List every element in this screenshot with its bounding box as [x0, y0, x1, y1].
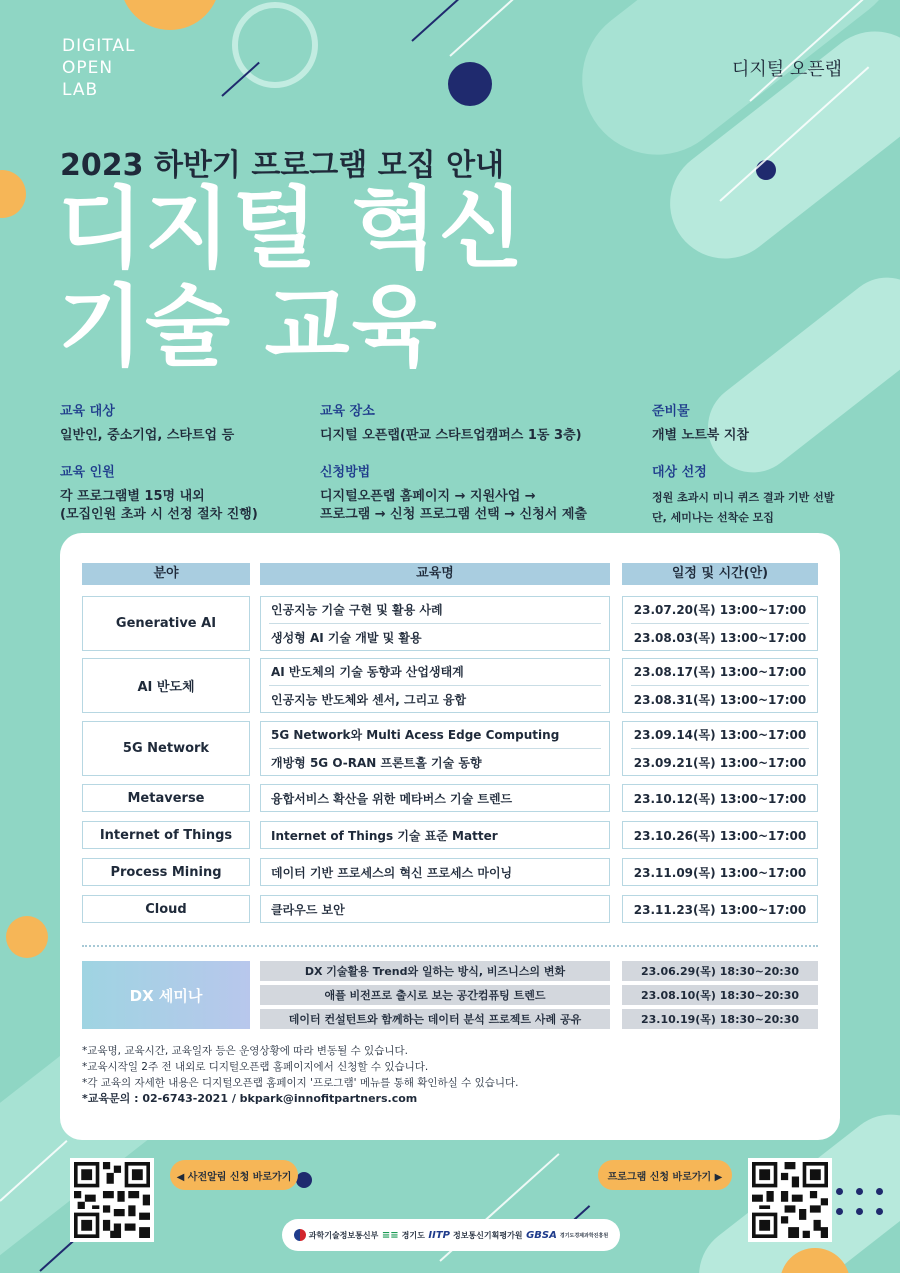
sponsor-logos — [282, 1219, 620, 1251]
note-line: *각 교육의 자세한 내용은 디지털오픈랩 홈페이지 '프로그램' 메뉴를 통해 확인하실 수 있습니다. — [82, 1077, 519, 1089]
info-label: 교육 대상 — [60, 404, 115, 419]
background-dot — [6, 916, 48, 958]
program-apply-button[interactable]: 프로그램 신청 바로가기 ▶ — [598, 1160, 732, 1190]
info-label: 교육 장소 — [320, 404, 375, 419]
gyeonggi-logo: ≡≡ 경기도 — [381, 1229, 425, 1241]
qr-code-program[interactable] — [748, 1158, 832, 1242]
schedule-card — [60, 533, 840, 1140]
course-date: 23.10.26(목) 13:00~17:00 — [633, 829, 807, 843]
background-shape — [690, 260, 900, 491]
background-line — [449, 0, 540, 57]
course-name: 생성형 AI 기술 개발 및 활용 — [271, 631, 422, 645]
table-row-courses — [260, 721, 610, 776]
dotted-divider — [82, 945, 818, 947]
government-emblem-icon — [294, 1229, 306, 1241]
table-row-category: AI 반도체 — [82, 658, 250, 713]
info-value: 디지털오픈랩 홈페이지 → 지원사업 → 프로그램 → 신청 프로그램 선택 → 신청서 제출 — [320, 489, 587, 522]
iitp-logo: IITP 정보통신기획평가원 — [428, 1229, 523, 1241]
poster-subtitle: 2023 하반기 프로그램 모집 안내 — [60, 148, 505, 183]
table-row-dates — [622, 895, 818, 923]
gbsa-logo: GBSA 경기도경제과학진흥원 — [526, 1229, 609, 1241]
table-header-schedule: 일정 및 시간(안) — [622, 563, 818, 585]
digital-open-lab-logo — [62, 35, 135, 101]
table-row-dates — [622, 721, 818, 776]
table-row-category: Cloud — [82, 895, 250, 923]
info-value: 일반인, 중소기업, 스타트업 등 — [60, 428, 235, 443]
notes — [82, 1043, 519, 1107]
background-dot — [120, 0, 220, 30]
table-header-course: 교육명 — [260, 563, 610, 585]
info-value: 개별 노트북 지참 — [652, 428, 749, 443]
course-name: 인공지능 반도체와 센서, 그리고 융합 — [271, 693, 467, 707]
info-value: 정원 초과시 미니 퀴즈 결과 기반 선발 단, 세미나는 선착순 모집 — [652, 491, 835, 524]
table-row-courses — [260, 784, 610, 812]
background-dot — [856, 1208, 863, 1215]
note-line: *교육명, 교육시간, 교육일자 등은 운영상황에 따라 변동될 수 있습니다. — [82, 1045, 408, 1057]
background-dot — [876, 1188, 883, 1195]
info-label: 대상 선정 — [652, 465, 707, 480]
table-row-courses — [260, 858, 610, 886]
background-dot — [876, 1208, 883, 1215]
background-dot — [856, 1188, 863, 1195]
background-line — [411, 0, 464, 42]
contact-line: *교육문의 : 02-6743-2021 / bkpark@innofitpartners.com — [82, 1092, 418, 1105]
course-date: 23.09.14(목) 13:00~17:00 — [633, 728, 807, 742]
course-name: 인공지능 기술 구현 및 활용 사례 — [271, 603, 443, 617]
info-supplies — [652, 400, 749, 445]
seminar-date: 23.06.29(목) 18:30~20:30 — [622, 961, 818, 981]
table-row-dates — [622, 784, 818, 812]
info-capacity — [60, 461, 258, 524]
background-dot — [836, 1208, 843, 1215]
info-apply-method — [320, 461, 587, 524]
info-selection — [652, 461, 834, 528]
poster-title — [58, 177, 526, 378]
table-row-courses — [260, 596, 610, 651]
course-date: 23.10.12(목) 13:00~17:00 — [633, 792, 807, 806]
table-row-courses — [260, 658, 610, 713]
table-row-category: Internet of Things — [82, 821, 250, 849]
course-date: 23.11.09(목) 13:00~17:00 — [633, 866, 807, 880]
qr-code-icon — [74, 1162, 150, 1238]
msit-logo: 과학기술정보통신부 — [294, 1229, 379, 1241]
info-label: 준비물 — [652, 404, 690, 419]
background-dot — [296, 1172, 312, 1188]
info-label: 신청방법 — [320, 465, 371, 480]
table-row-category: Process Mining — [82, 858, 250, 886]
table-row-dates — [622, 596, 818, 651]
seminar-title: DX 기술활용 Trend와 일하는 방식, 비즈니스의 변화 — [260, 961, 610, 981]
table-row-category: Metaverse — [82, 784, 250, 812]
brand-korean-logo: 디지털 오픈랩 — [731, 59, 842, 80]
preliminary-notice-button[interactable]: ◀ 사전알림 신청 바로가기 — [170, 1160, 298, 1190]
seminar-date: 23.10.19(목) 18:30~20:30 — [622, 1009, 818, 1029]
course-name: 5G Network와 Multi Acess Edge Computing — [271, 728, 560, 742]
gyeonggi-mark-icon: ≡≡ — [381, 1229, 399, 1241]
background-dot — [0, 170, 26, 218]
course-name: 개방형 5G O-RAN 프론트홀 기술 동향 — [271, 756, 482, 770]
course-date: 23.08.31(목) 13:00~17:00 — [633, 693, 807, 707]
qr-code-icon — [752, 1162, 828, 1238]
background-dot — [836, 1188, 843, 1195]
course-date: 23.07.20(목) 13:00~17:00 — [633, 603, 807, 617]
logo-line: LAB — [62, 80, 99, 100]
table-row-category: Generative AI — [82, 596, 250, 651]
info-value: 각 프로그램별 15명 내외 (모집인원 초과 시 선정 절차 진행) — [60, 489, 258, 522]
course-name: AI 반도체의 기술 동향과 산업생태계 — [271, 665, 464, 679]
title-line: 디지털 혁신 — [58, 177, 526, 280]
note-line: *교육시작일 2주 전 내외로 디지털오픈랩 홈페이지에서 신청할 수 있습니다. — [82, 1061, 429, 1073]
table-header-field: 분야 — [82, 563, 250, 585]
table-row-dates — [622, 858, 818, 886]
info-value: 디지털 오픈랩(판교 스타트업캠퍼스 1동 3층) — [320, 428, 582, 443]
course-date: 23.09.21(목) 13:00~17:00 — [633, 756, 807, 770]
course-date: 23.08.03(목) 13:00~17:00 — [633, 631, 807, 645]
course-name: 융합서비스 확산을 위한 메타버스 기술 트렌드 — [271, 792, 513, 806]
seminar-date: 23.08.10(목) 18:30~20:30 — [622, 985, 818, 1005]
table-row-category: 5G Network — [82, 721, 250, 776]
table-row-courses — [260, 895, 610, 923]
info-location — [320, 400, 582, 445]
table-row-courses — [260, 821, 610, 849]
course-name: Internet of Things 기술 표준 Matter — [271, 829, 498, 843]
info-label: 교육 인원 — [60, 465, 115, 480]
course-date: 23.11.23(목) 13:00~17:00 — [633, 903, 807, 917]
info-target — [60, 400, 234, 445]
course-name: 클라우드 보안 — [271, 903, 345, 917]
seminar-title: 애플 비전프로 출시로 보는 공간컴퓨팅 트렌드 — [260, 985, 610, 1005]
logo-line: DIGITAL — [62, 36, 136, 56]
table-row-dates — [622, 658, 818, 713]
course-name: 데이터 기반 프로세스의 혁신 프로세스 마이닝 — [271, 866, 513, 880]
seminar-title: 데이터 컨설턴트와 함께하는 데이터 분석 프로젝트 사례 공유 — [260, 1009, 610, 1029]
logo-line: OPEN — [62, 58, 114, 78]
title-line: 기술 교육 — [58, 275, 439, 378]
course-date: 23.08.17(목) 13:00~17:00 — [633, 665, 807, 679]
dx-seminar-label: DX 세미나 — [82, 961, 250, 1029]
qr-code-preliminary[interactable] — [70, 1158, 154, 1242]
table-row-dates — [622, 821, 818, 849]
background-dot — [448, 62, 492, 106]
